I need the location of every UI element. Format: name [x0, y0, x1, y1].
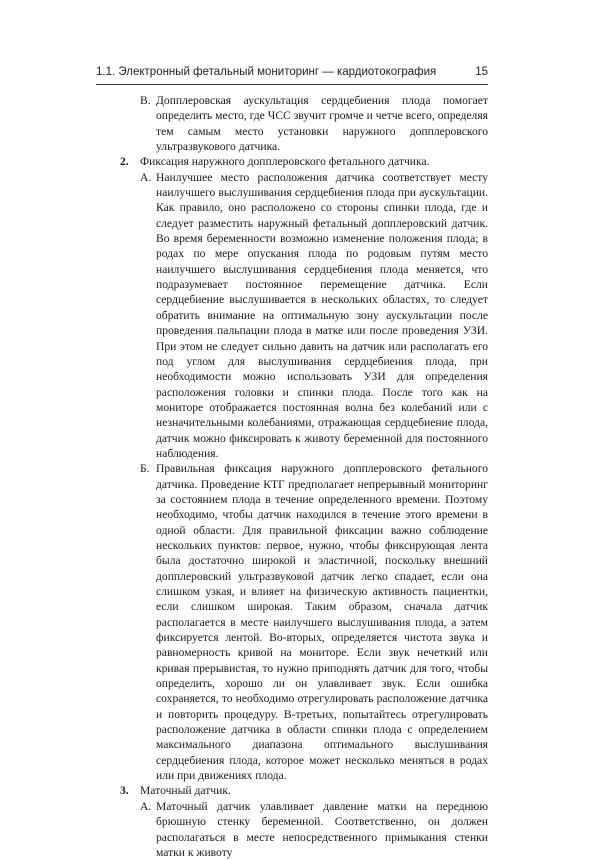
page-number: 15 [475, 66, 488, 78]
list-item-2b [140, 461, 488, 783]
running-header-title: 1.1. Электронный фетальный мониторинг — кардиотокография [96, 66, 437, 78]
list-marker: А. [140, 799, 152, 813]
section-heading: Маточный датчик. [140, 784, 231, 798]
list-marker: 2. [120, 155, 129, 169]
list-marker: Б. [140, 462, 150, 476]
list-item-3a [140, 799, 488, 860]
list-item-2 [120, 154, 488, 169]
paragraph: Допплеровская аускультация сердцебиения плода помогает определить место, где ЧСС звучит громче и четче всего, определяя тем самым место установки наружного допплеровского ультразвукового датчика. [156, 94, 488, 154]
paragraph: Правильная фиксация наружного допплеровского фетального датчика. Проведение КТГ предполагает непрерывный мониторинг за состоянием плода в течение определенного времени. Поэтому необходимо, чтобы датчик находился в течение этого времени в одной области. Для правильной фиксации важно соблюдение нескольких пунктов: первое, нужно, чтобы фиксирующая лента была достаточно широкой и эластичной, поскольку внешний допплеровский ультразвуковой датчик легко спадает, если она слишком узкая, и влияет на физическую активность пациентки, если слишком широкая. Таким образом, сначала датчик располагается в месте наилучшего выслушивания плода, а затем фиксируется лентой. Во-вторых, определяется чистота звука и равномерность кривой на мониторе. Если звук нечеткий или кривая прерывистая, то нужно приподнять датчик для того, чтобы определить, хорошо ли он улавливает звук. Если ошибка сохраняется, то необходимо отрегулировать расположение датчика и повторить процедуру. В-третьих, попытайтесь отрегулировать расположение датчика в области спинки плода с определением максимального диапазона оптимального выслушивания сердцебиения плода, которое может несколько меняться в родах или при движениях плода. [156, 462, 488, 783]
list-item-v [140, 93, 488, 154]
header-rule [96, 84, 488, 85]
list-marker: А. [140, 170, 152, 184]
paragraph: Наилучшее место расположения датчика соответствует месту наилучшего выслушивания сердцебиения плода при аускультации. Как правило, оно расположено со стороны спинки плода, где и следует разместить наружный фетальный допплеровский датчик. Во время беременности возможно изменение положения плода; в родах по мере опускания плода по родовым путям место наилучшего выслушивания сердцебиения плода меняется, что подразумевает постоянное перемещение датчика. Если сердцебиение выслушивается в нескольких областях, то следует обратить внимание на оптимальную зону аускультации после проведения пальпации плода в матке или после проведения УЗИ. При этом не следует сильно давить на датчик или располагать его под углом для выслушивания сердцебиения плода, при необходимости можно использовать УЗИ для определения расположения головки и спинки плода. После того как на мониторе отображается постоянная волна без колебаний или с незначительными колебаниями, отражающая сердцебиение плода, датчик можно фиксировать к животу беременной для постоянного наблюдения. [156, 170, 488, 460]
list-item-3 [120, 783, 488, 798]
paragraph: Маточный датчик улавливает давление матки на переднюю брюшную стенку беременной. Соответственно, он должен располагаться в месте непосредственного примыкания стенки матки к животу [156, 799, 488, 859]
list-marker: 3. [120, 784, 129, 798]
list-item-2a [140, 170, 488, 462]
section-heading: Фиксация наружного допплеровского фетального датчика. [140, 155, 430, 169]
page-body [96, 93, 488, 860]
running-header [96, 66, 488, 78]
list-marker: В. [140, 94, 151, 107]
